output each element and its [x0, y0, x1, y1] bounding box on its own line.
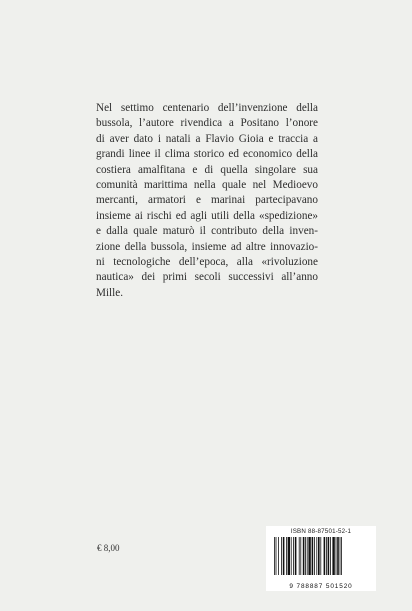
blurb-line: di aver dato i natali a Flavio Gioia e traccia a: [96, 132, 318, 145]
blurb-line: nautica» dei primi secoli successivi all’anno: [96, 271, 318, 284]
blurb-line: insieme ai rischi ed agli utili della «spedizione»: [96, 209, 318, 222]
blurb-line: grandi linee il clima storico ed economico della: [96, 148, 318, 161]
blurb-line: bussola, l’autore rivendica a Positano l’onore: [96, 117, 318, 130]
ean-number: 9 788887 501520: [289, 583, 353, 590]
blurb-line: Mille.: [96, 286, 124, 299]
blurb-line: zione della bussola, insieme ad altre innovazio-: [96, 240, 318, 253]
blurb-line: mercanti, armatori e marinai partecipavano: [96, 194, 318, 207]
blurb-line: e dalla quale maturò il contributo della inven-: [96, 225, 318, 238]
barcode-icon: [272, 537, 370, 581]
blurb-line: costiera amalfitana e di quella singolare sua: [96, 163, 318, 176]
barcode-block: [266, 526, 376, 591]
blurb-line: comunità marittima nella quale nel Medioevo: [96, 179, 318, 192]
blurb-text: [96, 101, 318, 301]
isbn-label: ISBN 88-87501-52-1: [290, 528, 352, 535]
blurb-line: ni tecnologiche dell’epoca, alla «rivoluzione: [96, 256, 318, 269]
price-label: € 8,00: [97, 543, 120, 553]
blurb-line: Nel settimo centenario dell’invenzione della: [96, 102, 318, 114]
